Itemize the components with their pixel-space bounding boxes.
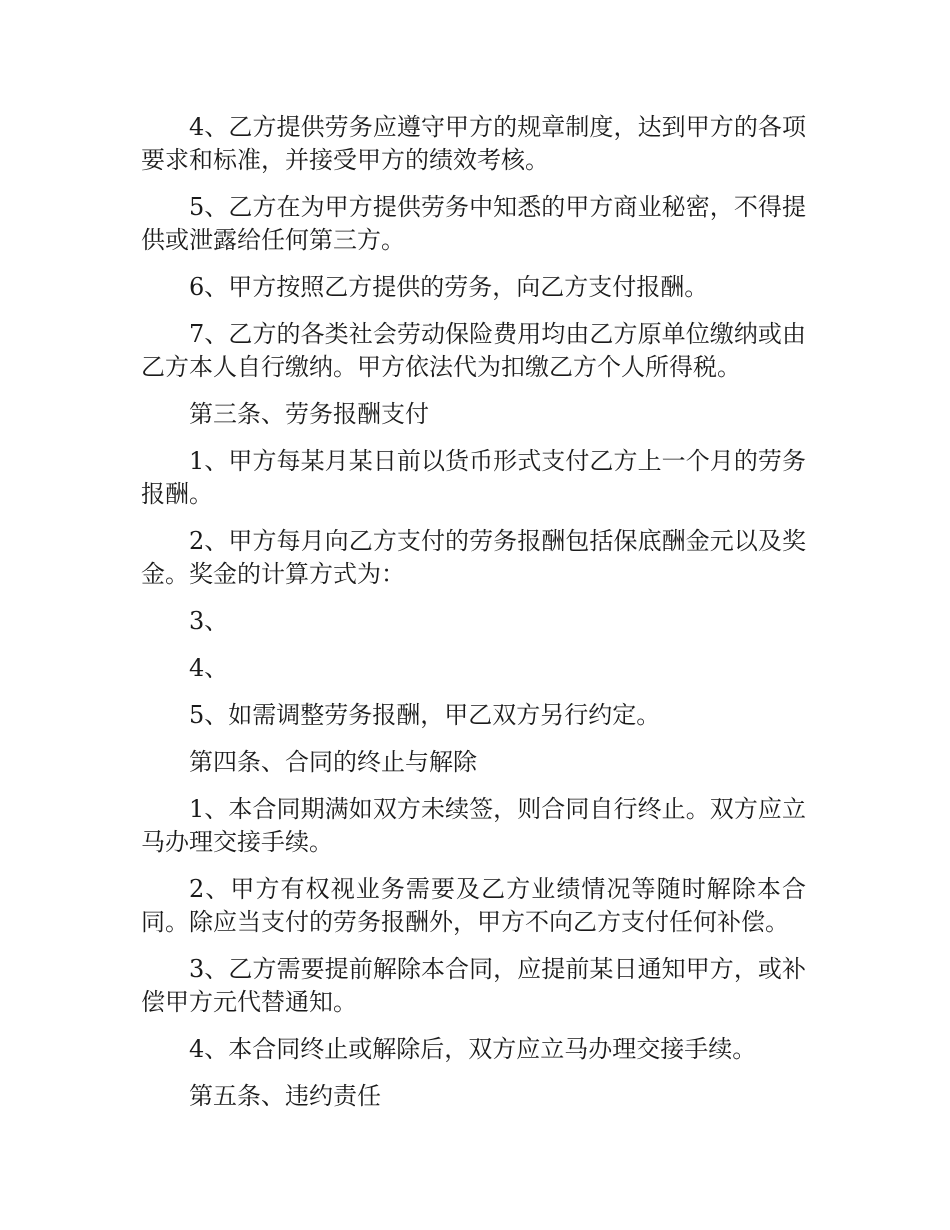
clause-2-item-6: 6、甲方按照乙方提供的劳务，向乙方支付报酬。 (189, 273, 709, 301)
clause-3-item-2: 2、甲方每月向乙方支付的劳务报酬包括保底酬金元以及奖金。奖金的计算方式为： (141, 527, 806, 588)
clause-3-item-3: 3、 (189, 607, 229, 635)
clause-4-item-1: 1、本合同期满如双方未续签，则合同自行终止。双方应立马办理交接手续。 (141, 795, 806, 856)
clause-3-item-4: 4、 (189, 654, 229, 682)
clause-4-item-4: 4、本合同终止或解除后，双方应立马办理交接手续。 (189, 1035, 757, 1063)
clause-3-item-5: 5、如需调整劳务报酬，甲乙双方另行约定。 (189, 701, 661, 729)
clause-2-item-7: 7、乙方的各类社会劳动保险费用均由乙方原单位缴纳或由乙方本人自行缴纳。甲方依法代为扣缴乙方个人所得税。 (141, 320, 806, 381)
clause-2-item-5: 5、乙方在为甲方提供劳务中知悉的甲方商业秘密，不得提供或泄露给任何第三方。 (141, 193, 806, 254)
document-body (141, 111, 806, 1127)
section-heading-4: 第四条、合同的终止与解除 (189, 748, 477, 776)
clause-2-item-4: 4、乙方提供劳务应遵守甲方的规章制度，达到甲方的各项要求和标准，并接受甲方的绩效考核。 (141, 113, 806, 174)
clause-3-item-1: 1、甲方每某月某日前以货币形式支付乙方上一个月的劳务报酬。 (141, 447, 806, 508)
clause-4-item-3: 3、乙方需要提前解除本合同，应提前某日通知甲方，或补偿甲方元代替通知。 (141, 955, 806, 1016)
section-heading-5: 第五条、违约责任 (189, 1082, 381, 1110)
clause-4-item-2: 2、甲方有权视业务需要及乙方业绩情况等随时解除本合同。除应当支付的劳务报酬外，甲方不向乙方支付任何补偿。 (141, 875, 806, 936)
section-heading-3: 第三条、劳务报酬支付 (189, 400, 429, 428)
